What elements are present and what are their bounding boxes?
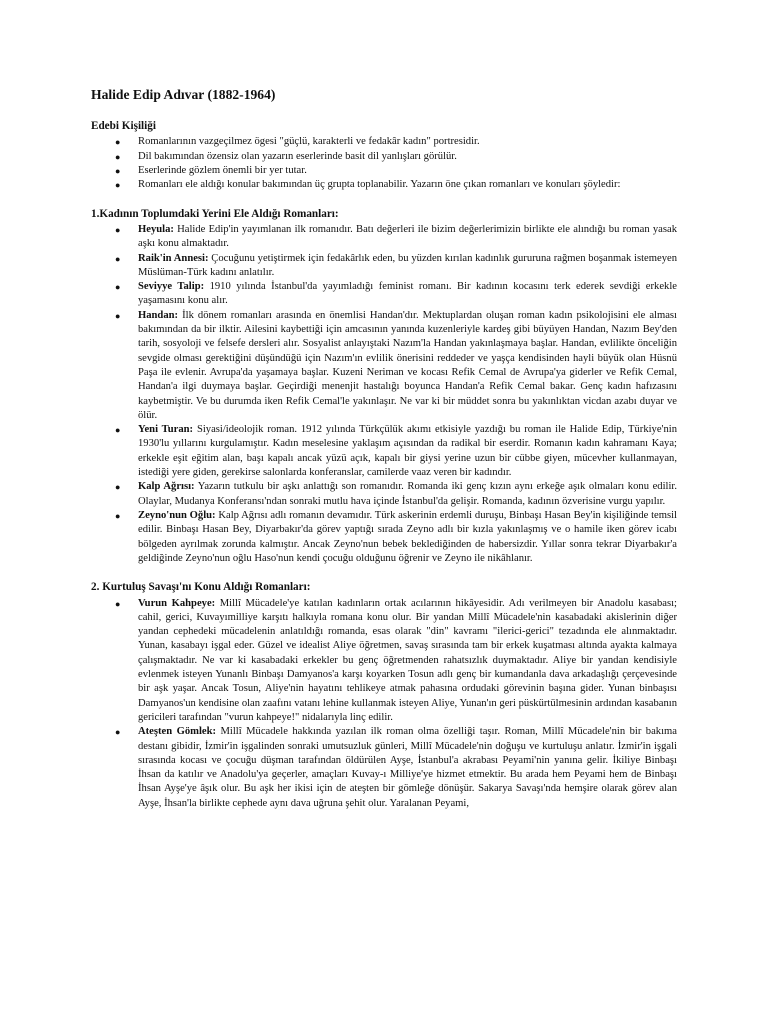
bullet-list	[91, 223, 677, 566]
item-text: 1910 yılında İstanbul'da yayımladığı feminist romanı. Bir kadının kocasını terk ederek sevdiği erkekle yaşamasını konu alır.	[138, 281, 677, 307]
bullet-icon: ●	[115, 137, 121, 148]
bullet-icon: ●	[115, 727, 121, 738]
bullet-icon: ●	[115, 425, 121, 436]
list-item	[91, 135, 677, 149]
list-item	[91, 280, 677, 309]
item-text: İlk dönem romanları arasında en önemlisi Handan'dır. Mektuplardan oluşan roman kadın psikolojisini ele alması bakımından da bir ilktir. Ailesini kaybettiği için amcasının yanında kuzenleriyle kardeş gibi büyüyen Handan, Nazım Bey'den tarih, sosyoloji ve felsefe dersleri alır. Sosyalist anlayıştaki Nazım'la Handan yakınlaşmaya başlar. Handan, evlilikte önceliğin sevgide olması gerektiğini düşündüğü için Nazım'ın evlilik önerisini reddeder ve yaşça kendisinden hayli büyük olan Hüsnü Paşa ile evlenir. Avrupa'da yaşamaya başlar. Kuzeni Neriman ve kocası Refik Cemal de Avrupa'ya giderler ve Refik Cemal, Handan'a ilgi duymaya başlar. Geçirdiği menenjit hastalığı boyunca Handan'a Refik Cemal bakar. Genç kadın hafızasını kaybetmiştir. Ve bu durumda iken Refik Cemal'le yakınlaşır. Ne var ki bir müddet sonra bu yakınlıktan vicdan azabı duyar ve ölür.	[138, 309, 677, 421]
section-heading: 1.Kadının Toplumdaki Yerini Ele Aldığı Romanları:	[91, 207, 339, 220]
bullet-icon: ●	[115, 510, 121, 521]
item-text: Millî Mücadele'ye katılan kadınların ortak acılarının hikâyesidir. Adı verilmeyen bir Anadolu kasabası; cahil, gerici, Kuvayımilliye karşıtı halkıyla romana konu olur. Bir yandan Millî Mücadele'nin kasabadaki akislerinin diğer yandan cephedeki mücadelenin anlatıldığı romanda, esas olarak "din" kavramı "ilerici-gerici" tezadında ele alınmaktadır. Yunan, kasabayı işgal eder. Güzel ve idealist Aliye öğretmen, savaş sırasında tam bir erkek kuşatması altında ayakta kalmaya çalışmaktadır. Ne var ki kasabadaki erkekler bu genç öğretmenden rahatsızlık duymaktadır. Aliye bir yandan kendisiyle evlenmek isteyen Yunanlı Binbaşı Damyanos'a karşı koyarken Tosun adlı genç bir kumandanla dava arkadaşlığı çerçevesinde bir aşk yaşar. Ancak Tosun, Aliye'nin hayatını tehlikeye atmak pahasına ordudaki görevinin başına gider. Yunan binbaşısı Damyanos'un kendisine olan zaafını vatanı lehine kullanmak isteyen Aliye, Yunan'ın geri püskürtülmesinin ardından kasabanın gericileri tarafından "vurun kahpeye!" nidalarıyla linç edilir.	[138, 597, 677, 723]
section-spacer	[91, 566, 677, 580]
item-text: Çocuğunu yetiştirmek için fedakârlık eden, bu yüzden kırılan kadınlık gururuna rağmen boşanmak istemeyen Müslüman-Türk kadını anlatılır.	[138, 252, 677, 278]
section-edebi-kisiligi	[91, 119, 677, 193]
section-spacer	[91, 193, 677, 207]
section-heading: Edebi Kişiliği	[91, 120, 156, 132]
item-term: Yeni Turan:	[138, 424, 194, 436]
list-item	[91, 597, 677, 726]
list-item	[91, 480, 677, 509]
list-item	[91, 509, 677, 566]
document-page	[91, 86, 677, 811]
item-text: Halide Edip'in yayımlanan ilk romanıdır. Batı değerleri ile bizim değerlerimizin birlikte ele alındığı bu roman yasak aşkı konu almaktadır.	[138, 224, 677, 250]
bullet-icon: ●	[115, 225, 121, 235]
bullet-icon: ●	[115, 482, 121, 493]
section-kadinin-toplumdaki-yeri	[91, 207, 677, 567]
item-term: Kalp Ağrısı:	[138, 481, 195, 493]
list-item	[91, 423, 677, 480]
bullet-icon: ●	[115, 598, 121, 609]
list-item	[91, 252, 677, 281]
list-item	[91, 164, 677, 178]
list-item	[91, 178, 677, 192]
item-term: Heyula:	[138, 224, 174, 235]
document-title: Halide Edip Adıvar (1882-1964)	[91, 87, 276, 102]
list-item	[91, 725, 677, 811]
item-text: Millî Mücadele hakkında yazılan ilk roman olma özelliği taşır. Roman, Millî Mücadele'nin bir bakıma destanı gibidir, İzmir'in işgalinden sonraki umutsuzluk günleri, Millî Mücadele'nin doğuşu ve kurtuluşu anlatır. İzmir'in işgali sırasında kocası ve çocuğu düşman tarafından öldürülen Ayşe, İstanbul'a akrabası Peyami'nin yanına gelir. İkiliye Binbaşı İhsan da katılır ve Anadolu'ya geçerler, amaçları Kuvay-ı Milliye'ye hizmet etmektir. Bu arada hem Peyami hem de Binbaşı İhsan Ayşe'ye âşık olur. Bu aşk her ikisi için de ateşten bir gömleğe dönüşür. Sakarya Savaşı'nda hemşire olarak görev alan Ayşe, İhsan'la birlikte cephede aynı dava uğruna şehit olur. Yaralanan Peyami,	[138, 726, 677, 809]
bullet-icon: ●	[115, 180, 121, 191]
item-text: Kalp Ağrısı adlı romanın devamıdır. Türk askerinin erdemli duruşu, Binbaşı Hasan Bey'in kişiliğinde temsil edilir. Binbaşı Hasan Bey, Diyarbakır'da görev yaptığı sırada Zeyno adlı bir kızla yakınlaşmış ve o hamile iken görev icabı bölgeden ayrılmak zorunda kalmıştır. Ancak Zeyno'nun bebek beklediğinden de habersizdir. Yıllar sonra tekrar Diyarbakır'a geldiğinde Zeyno'nun oğlu Haso'nun kendi çocuğu olduğunu öğrenir ve Zeyno ile nikâhlanır.	[138, 509, 678, 564]
item-text: Eserlerinde gözlem önemli bir yer tutar.	[138, 165, 307, 176]
list-item	[91, 223, 677, 252]
item-term: Zeyno'nun Oğlu:	[138, 509, 216, 521]
item-term: Seviyye Talip:	[138, 281, 205, 293]
item-text: Siyasi/ideolojik roman. 1912 yılında Türkçülük akımı etkisiyle yazdığı bu roman ile Halide Edip, Türkiye'nin 1930'lu yıllarını kurgulamıştır. Kadın meselesine yaklaşım açısından da radikal bir eserdir. Romanın kadın kahramanı Kaya; erkekle eşit eğitim alan, başı kapalı ancak yüzü açık, kapalı bir giysi yerine uzun bir cübbe giyen, mücevher kullanmayan, istediği yere giden, gerekirse salonlarda konferanslar, camilerde vaaz veren bir kadındır.	[138, 424, 677, 479]
bullet-icon: ●	[115, 310, 121, 321]
item-text: Romanları ele aldığı konular bakımından üç grupta toplanabilir. Yazarın öne çıkan romanları ve konuları şöyledir:	[138, 179, 621, 191]
list-item	[91, 309, 677, 423]
bullet-list	[91, 597, 677, 811]
item-term: Raik'in Annesi:	[138, 252, 209, 264]
section-kurtulus-savasi	[91, 580, 677, 811]
list-item	[91, 150, 677, 164]
bullet-icon: ●	[115, 253, 121, 264]
item-text: Dil bakımından özensiz olan yazarın eserlerinde basit dil yanlışları görülür.	[138, 150, 457, 162]
item-term: Ateşten Gömlek:	[138, 726, 217, 738]
bullet-icon: ●	[115, 282, 121, 293]
bullet-list	[91, 135, 677, 192]
item-text: Yazarın tutkulu bir aşkı anlattığı son romanıdır. Romanda iki genç kızın aynı erkeğe aşık olmaları konu edilir. Olaylar, Mudanya Konferansı'ndan sonraki mutlu hava içinde İstanbul'da gelişir. Romanda, kadının özverisine vurgu yapılır.	[138, 481, 677, 507]
section-heading: 2. Kurtuluş Savaşı'nı Konu Aldığı Romanları:	[91, 581, 311, 594]
bullet-icon: ●	[115, 151, 121, 162]
item-term: Handan:	[138, 309, 179, 321]
item-term: Vurun Kahpeye:	[138, 597, 216, 609]
bullet-icon: ●	[115, 166, 121, 176]
item-text: Romanlarının vazgeçilmez ögesi "güçlü, karakterli ve fedakâr kadın" portresidir.	[138, 136, 480, 148]
